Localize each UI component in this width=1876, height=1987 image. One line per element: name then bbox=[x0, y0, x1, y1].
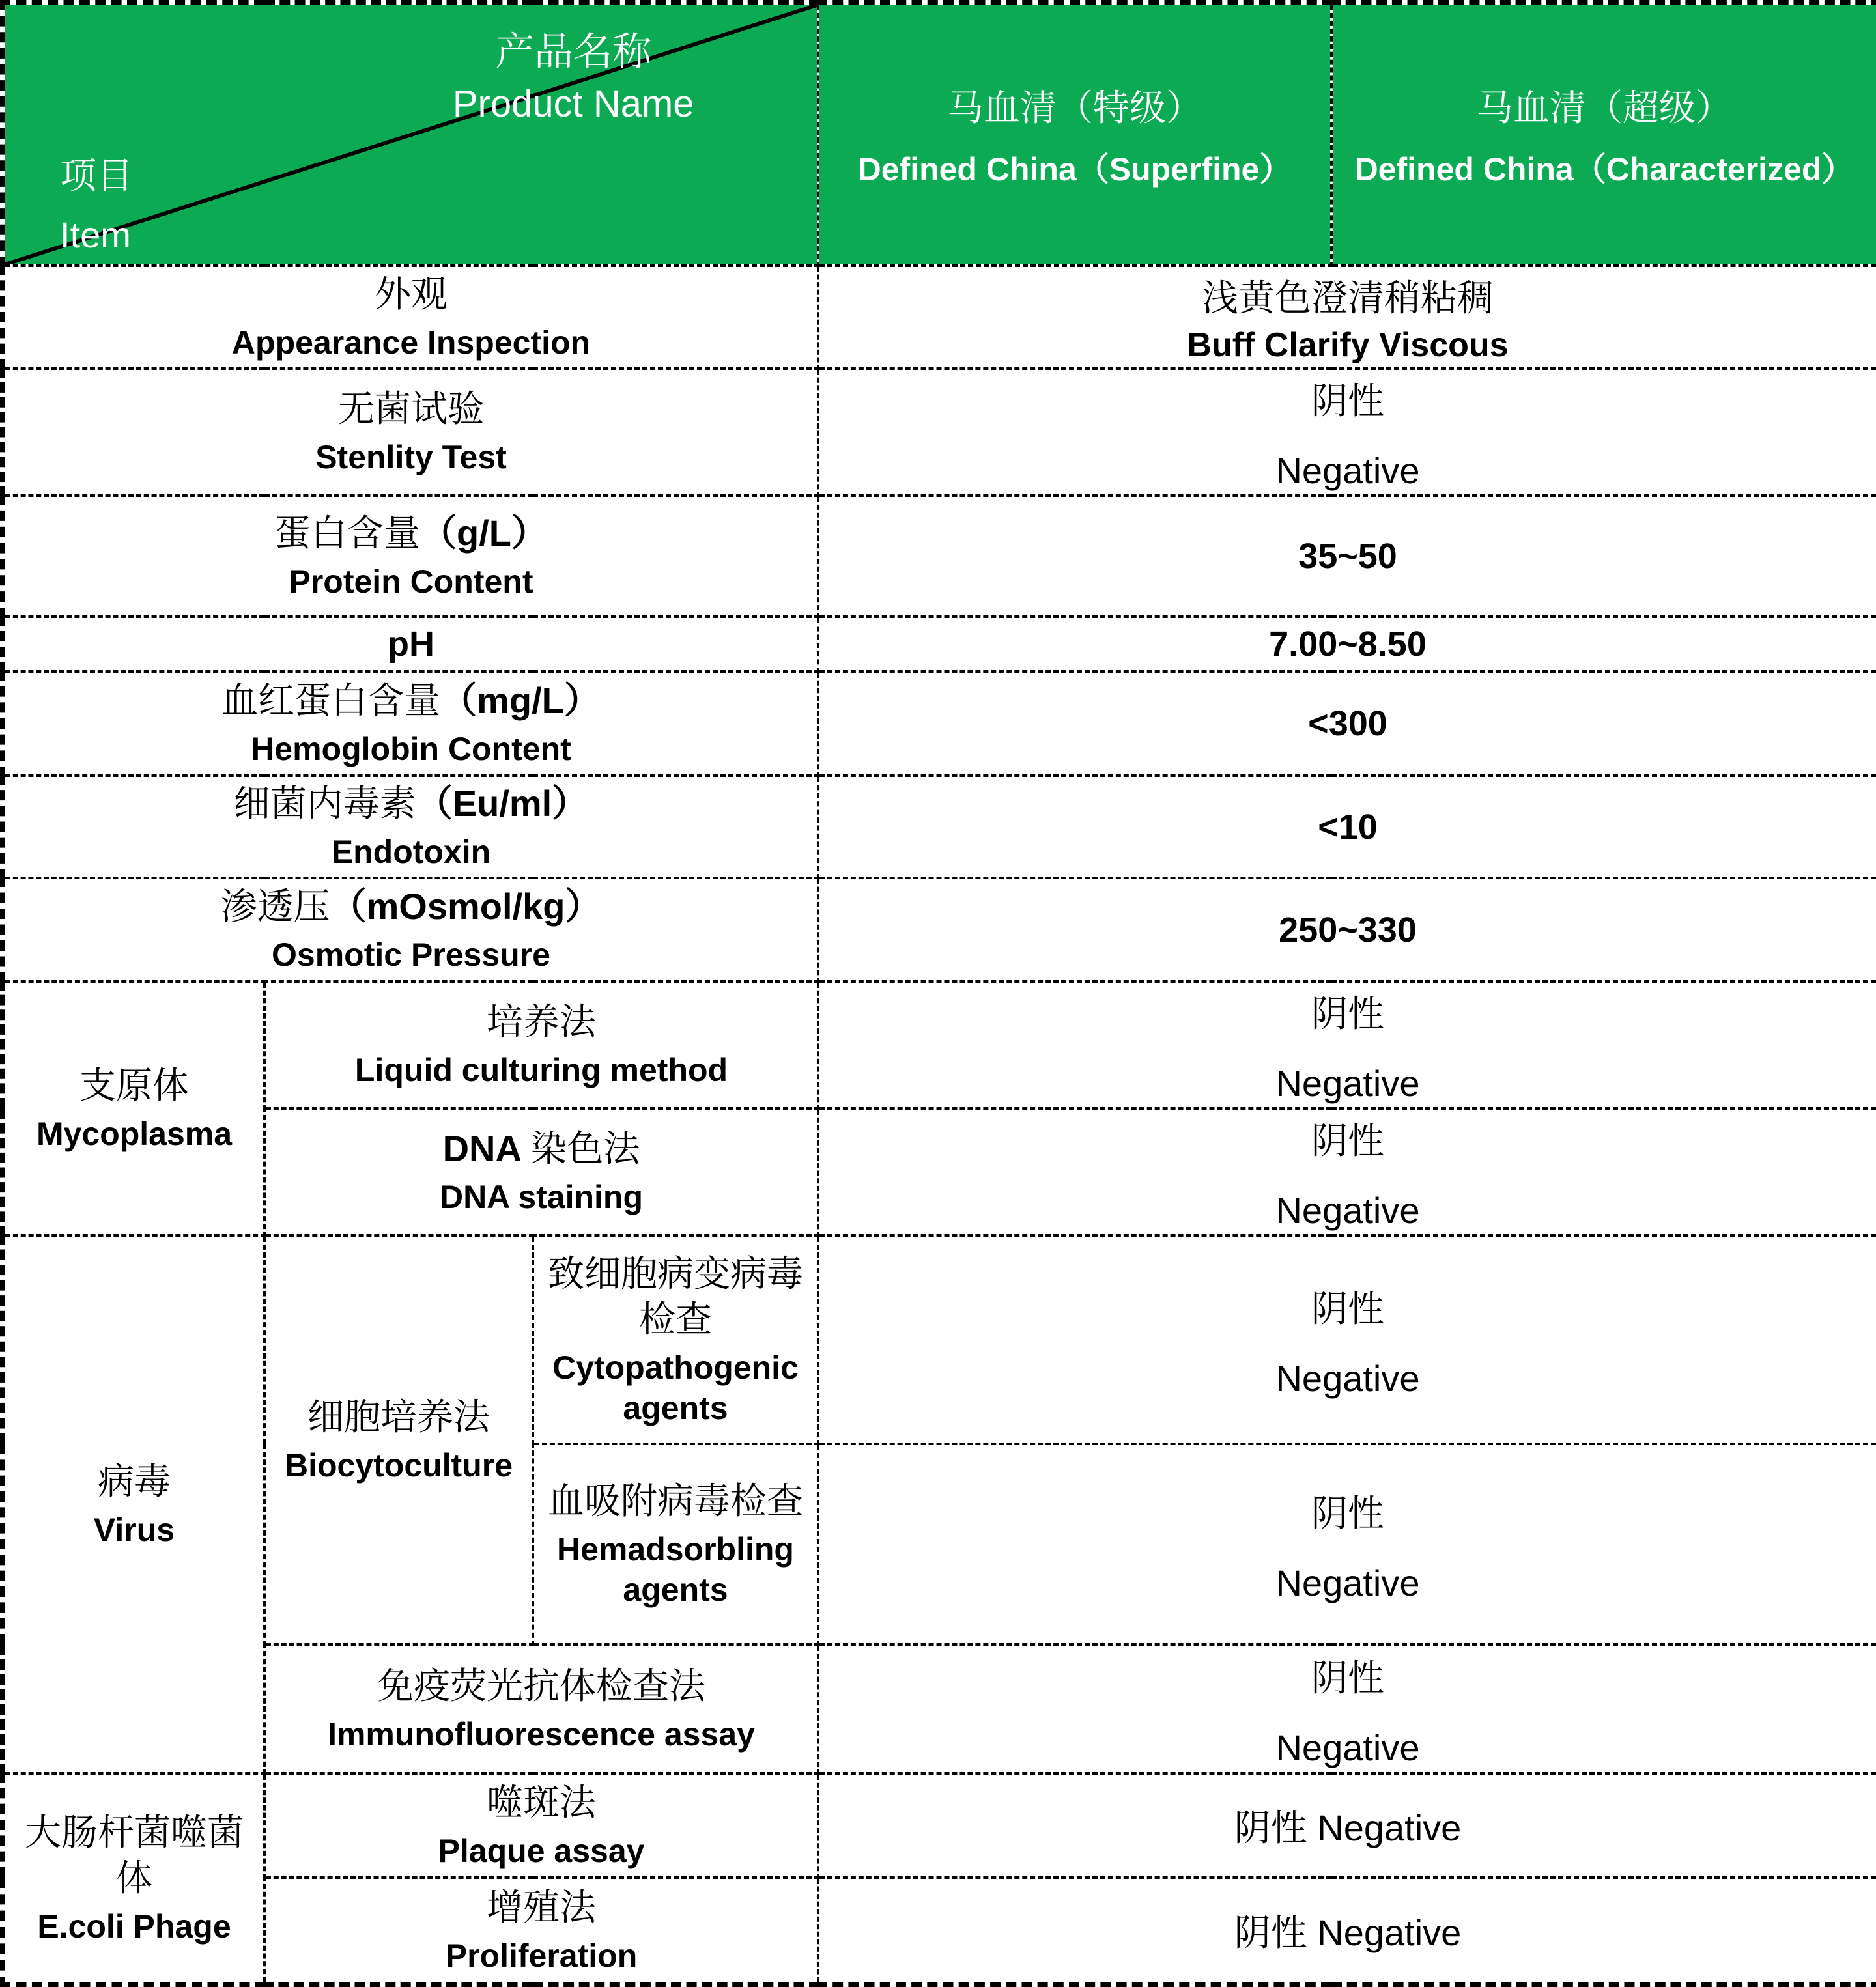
row-hemoglobin bbox=[3, 671, 1876, 776]
appearance-en: Appearance Inspection bbox=[231, 324, 591, 361]
row-mycoplasma-culturing bbox=[3, 981, 1876, 1108]
ecoli-phage-group-cell bbox=[3, 1773, 264, 1984]
immunofluorescence-value-cell bbox=[818, 1644, 1876, 1773]
osmotic-value: 250~330 bbox=[1279, 910, 1417, 950]
ecoli-phage-cn: 大肠杆菌噬菌体 bbox=[25, 1811, 244, 1898]
header-product-name-en: Product Name bbox=[452, 83, 694, 125]
dna-staining-value-cn: 阴性 bbox=[1311, 1120, 1384, 1161]
biocytoculture-cn: 细胞培养法 bbox=[307, 1396, 490, 1437]
dna-staining-value-cell bbox=[818, 1108, 1876, 1235]
col-superfine-en: Defined China（Superfine） bbox=[857, 151, 1292, 188]
hemadsorbling-cn: 血吸附病毒检查 bbox=[548, 1480, 803, 1521]
plaque-cn: 噬斑法 bbox=[487, 1781, 596, 1823]
culturing-cn: 培养法 bbox=[487, 1001, 596, 1043]
protein-value-cell bbox=[818, 496, 1876, 617]
osmotic-cn: 渗透压（mOsmol/kg） bbox=[220, 886, 602, 927]
mycoplasma-group-cell bbox=[3, 981, 264, 1235]
cytopathogenic-value-en: Negative bbox=[1275, 1357, 1420, 1399]
endotoxin-cn: 细菌内毒素（Eu/ml） bbox=[233, 783, 589, 824]
col-characterized-en: Defined China（Characterized） bbox=[1354, 151, 1855, 188]
row-protein bbox=[3, 496, 1876, 617]
cytopathogenic-value-cell bbox=[818, 1235, 1876, 1444]
protein-cn: 蛋白含量（g/L） bbox=[274, 512, 548, 554]
appearance-value-cn: 浅黄色澄清稍粘稠 bbox=[1202, 277, 1494, 318]
ecoli-phage-en: E.coli Phage bbox=[37, 1908, 231, 1945]
virus-group-cell bbox=[3, 1235, 264, 1773]
immunofluorescence-value-cn: 阴性 bbox=[1311, 1657, 1384, 1698]
protein-en: Protein Content bbox=[289, 563, 533, 600]
hemoglobin-en: Hemoglobin Content bbox=[251, 730, 571, 767]
plaque-value: 阴性 Negative bbox=[1234, 1807, 1462, 1848]
proliferation-value-cell bbox=[818, 1878, 1876, 1984]
row-ph bbox=[3, 617, 1876, 671]
virus-cn: 病毒 bbox=[98, 1460, 171, 1502]
sterility-cn: 无菌试验 bbox=[338, 388, 484, 430]
appearance-cn: 外观 bbox=[375, 273, 448, 315]
plaque-label-cell bbox=[264, 1773, 818, 1878]
col-characterized-cn: 马血清（超级） bbox=[1477, 87, 1732, 128]
sterility-label-cell bbox=[3, 369, 818, 496]
proliferation-en: Proliferation bbox=[445, 1937, 638, 1974]
appearance-value-en: Buff Clarify Viscous bbox=[1187, 326, 1509, 364]
biocytoculture-group-cell bbox=[264, 1235, 533, 1644]
row-osmotic bbox=[3, 878, 1876, 981]
biocytoculture-en: Biocytoculture bbox=[284, 1446, 513, 1484]
ph-label-cell bbox=[3, 617, 818, 671]
endotoxin-label-cell bbox=[3, 776, 818, 878]
hemoglobin-value: <300 bbox=[1308, 704, 1387, 743]
culturing-value-cell bbox=[818, 981, 1876, 1108]
row-sterility bbox=[3, 369, 1876, 496]
immunofluorescence-label-cell bbox=[264, 1644, 818, 1773]
header-col-superfine bbox=[818, 3, 1331, 266]
virus-en: Virus bbox=[93, 1511, 175, 1548]
immunofluorescence-en: Immunofluorescence assay bbox=[328, 1715, 755, 1753]
row-dna-staining bbox=[3, 1108, 1876, 1235]
cytopathogenic-label-cell bbox=[533, 1235, 818, 1444]
culturing-value-en: Negative bbox=[1275, 1063, 1420, 1104]
hemoglobin-value-cell bbox=[818, 671, 1876, 776]
cytopathogenic-en: Cytopathogenic agents bbox=[552, 1349, 799, 1426]
hemoglobin-label-cell bbox=[3, 671, 818, 776]
proliferation-cn: 增殖法 bbox=[487, 1886, 596, 1928]
culturing-label-cell bbox=[264, 981, 818, 1108]
header-item-en: Item bbox=[60, 214, 131, 255]
proliferation-label-cell bbox=[264, 1878, 818, 1984]
row-plaque bbox=[3, 1773, 1876, 1878]
hemadsorbling-value-en: Negative bbox=[1275, 1562, 1420, 1603]
dna-staining-en: DNA staining bbox=[439, 1179, 644, 1216]
mycoplasma-cn: 支原体 bbox=[79, 1064, 189, 1106]
hemadsorbling-en: Hemadsorbling agents bbox=[557, 1530, 794, 1608]
row-endotoxin bbox=[3, 776, 1876, 878]
header-item-cn: 项目 bbox=[60, 155, 133, 196]
cytopathogenic-cn: 致细胞病变病毒检查 bbox=[548, 1252, 803, 1340]
immunofluorescence-value-en: Negative bbox=[1275, 1726, 1420, 1768]
sterility-value-cell bbox=[818, 369, 1876, 496]
header-row bbox=[3, 3, 1876, 266]
plaque-value-cell bbox=[818, 1773, 1876, 1878]
header-col-characterized bbox=[1331, 3, 1876, 266]
culturing-value-cn: 阴性 bbox=[1311, 993, 1384, 1034]
endotoxin-value-cell bbox=[818, 776, 1876, 878]
protein-value: 35~50 bbox=[1298, 537, 1397, 576]
endotoxin-en: Endotoxin bbox=[331, 834, 491, 871]
endotoxin-value: <10 bbox=[1318, 807, 1378, 847]
proliferation-value: 阴性 Negative bbox=[1234, 1912, 1462, 1953]
row-immunofluorescence bbox=[3, 1644, 1876, 1773]
col-superfine-cn: 马血清（特级） bbox=[947, 87, 1202, 128]
row-cytopathogenic bbox=[3, 1235, 1876, 1444]
hemadsorbling-label-cell bbox=[533, 1444, 818, 1644]
hemadsorbling-value-cell bbox=[818, 1444, 1876, 1644]
ph-value-cell bbox=[818, 617, 1876, 671]
hemoglobin-cn: 血红蛋白含量（mg/L） bbox=[221, 679, 601, 721]
cytopathogenic-value-cn: 阴性 bbox=[1311, 1288, 1384, 1329]
mycoplasma-en: Mycoplasma bbox=[36, 1115, 233, 1152]
immunofluorescence-cn: 免疫荧光抗体检查法 bbox=[377, 1665, 705, 1706]
row-appearance bbox=[3, 266, 1876, 369]
row-proliferation bbox=[3, 1878, 1876, 1984]
osmotic-en: Osmotic Pressure bbox=[272, 937, 550, 974]
ph-label: pH bbox=[388, 625, 434, 664]
plaque-en: Plaque assay bbox=[438, 1832, 645, 1869]
hemadsorbling-value-cn: 阴性 bbox=[1311, 1492, 1384, 1534]
dna-staining-value-en: Negative bbox=[1275, 1190, 1420, 1231]
culturing-en: Liquid culturing method bbox=[354, 1052, 728, 1089]
dna-staining-label-cell bbox=[264, 1108, 818, 1235]
appearance-label-cell bbox=[3, 266, 818, 369]
sterility-en: Stenlity Test bbox=[315, 439, 507, 476]
protein-label-cell bbox=[3, 496, 818, 617]
osmotic-value-cell bbox=[818, 878, 1876, 981]
ph-value: 7.00~8.50 bbox=[1269, 625, 1427, 664]
appearance-value-cell bbox=[818, 266, 1876, 369]
header-product-name-cn: 产品名称 bbox=[495, 30, 652, 74]
osmotic-label-cell bbox=[3, 878, 818, 981]
header-corner-cell bbox=[3, 3, 818, 266]
sterility-value-en: Negative bbox=[1275, 450, 1420, 491]
sterility-value-cn: 阴性 bbox=[1311, 380, 1384, 421]
dna-staining-cn: DNA 染色法 bbox=[442, 1128, 640, 1170]
